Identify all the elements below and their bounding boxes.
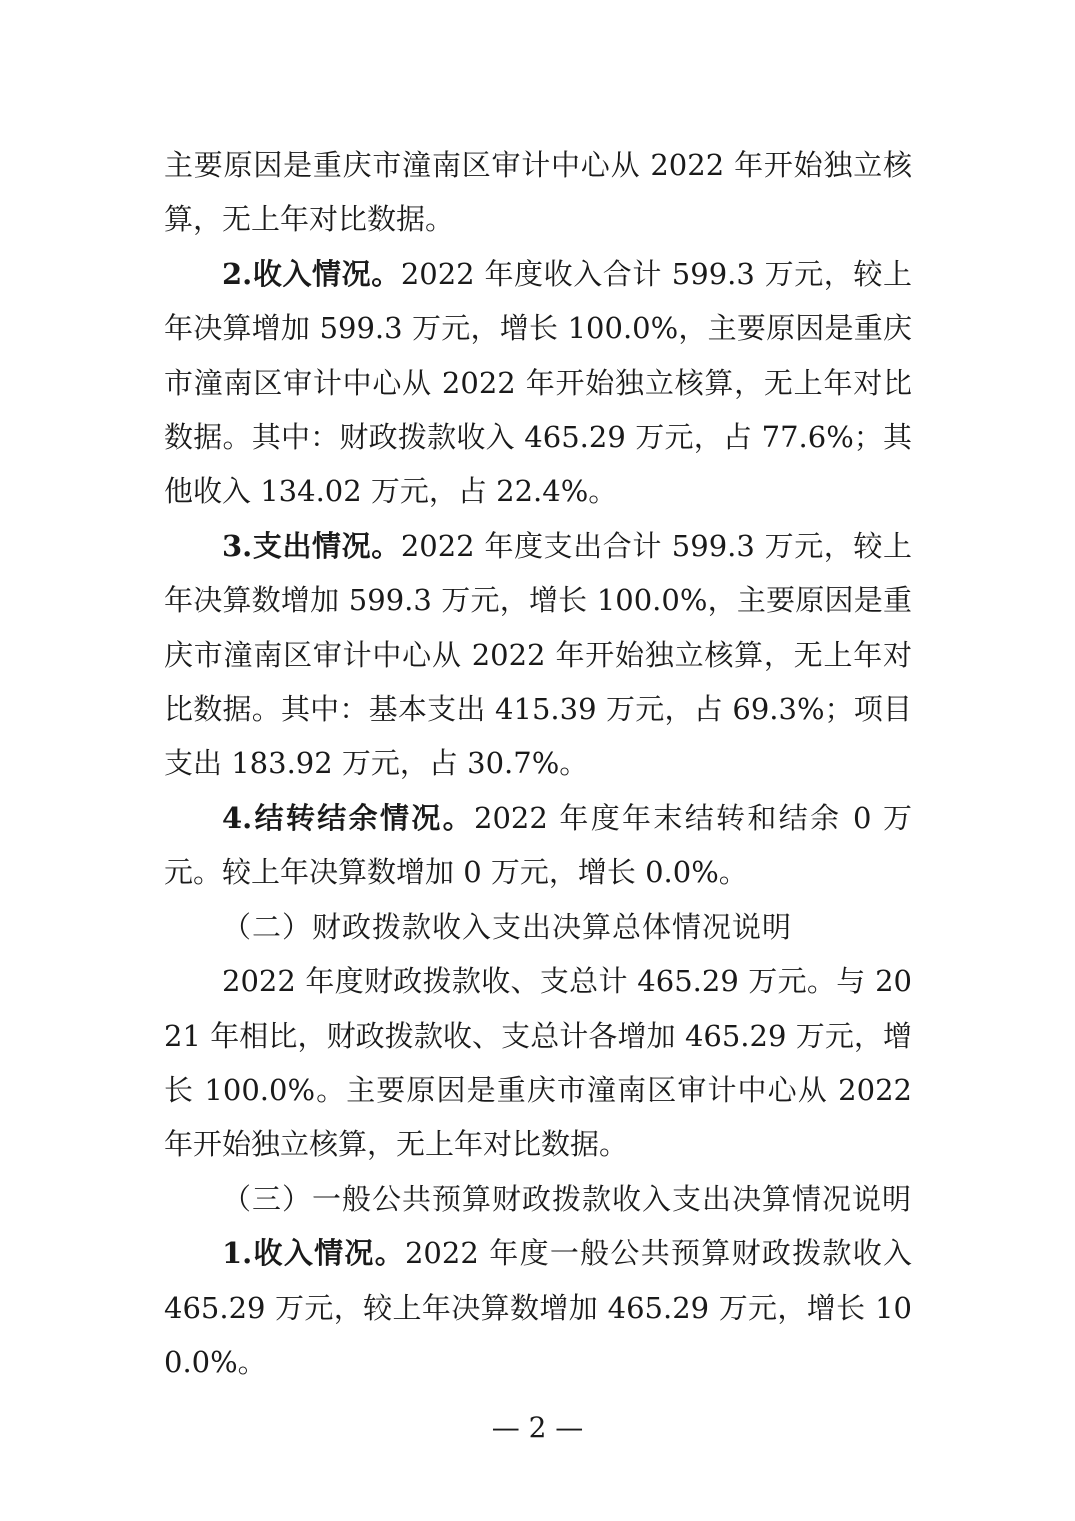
paragraph-text: 主要原因是重庆市潼南区审计中心从 2022 年开始独立核算，无上年对比数据。: [164, 148, 912, 237]
paragraph-lead: 1.收入情况。: [222, 1236, 405, 1271]
paragraph-lead: 2.收入情况。: [222, 256, 401, 291]
paragraph-lead: 3.支出情况。: [222, 528, 401, 563]
paragraph-text: 2022 年度支出合计 599.3 万元，较上年决算数增加 599.3 万元，增长 100.0%，主要原因是重庆市潼南区审计中心从 2022 年开始独立核算，无上年对比数据。其中：基本支出 415.39 万元，占 69.3%；项目支出 183.92 万元，占 30.7%。: [164, 528, 912, 781]
section-heading-2: （二）财政拨款收入支出决算总体情况说明: [222, 909, 793, 944]
paragraph-text: 2022 年度年末结转和结余 0 万元。较上年决算数增加 0 万元，增长 0.0%。: [164, 800, 912, 890]
section-heading-3: （三）一般公共预算财政拨款收入支出决算情况说明: [222, 1181, 913, 1216]
page-number: — 2 —: [491, 1411, 584, 1444]
paragraph-carryover: [164, 791, 912, 900]
paragraph-general-budget-income: [164, 1226, 912, 1389]
paragraph-expenditure: [164, 519, 912, 791]
document-page: [164, 138, 912, 1389]
paragraph-fiscal-overview: [164, 954, 912, 1172]
paragraph-income: [164, 247, 912, 519]
paragraph-text: 2022 年度财政拨款收、支总计 465.29 万元。与 2021 年相比，财政拨款收、支总计各增加 465.29 万元，增长 100.0%。主要原因是重庆市潼南区审计中心从 2022 年开始独立核算，无上年对比数据。: [164, 964, 912, 1162]
paragraph-text: 2022 年度收入合计 599.3 万元，较上年决算增加 599.3 万元，增长 100.0%，主要原因是重庆市潼南区审计中心从 2022 年开始独立核算，无上年对比数据。其中：财政拨款收入 465.29 万元，占 77.6%；其他收入 134.02 万元，占 22.4%。: [164, 256, 912, 509]
paragraph-continuation: [164, 138, 912, 247]
paragraph-lead: 4.结转结余情况。: [222, 800, 474, 835]
paragraph-text: 2022 年度一般公共预算财政拨款收入 465.29 万元，较上年决算数增加 465.29 万元，增长 100.0%。: [164, 1236, 912, 1379]
